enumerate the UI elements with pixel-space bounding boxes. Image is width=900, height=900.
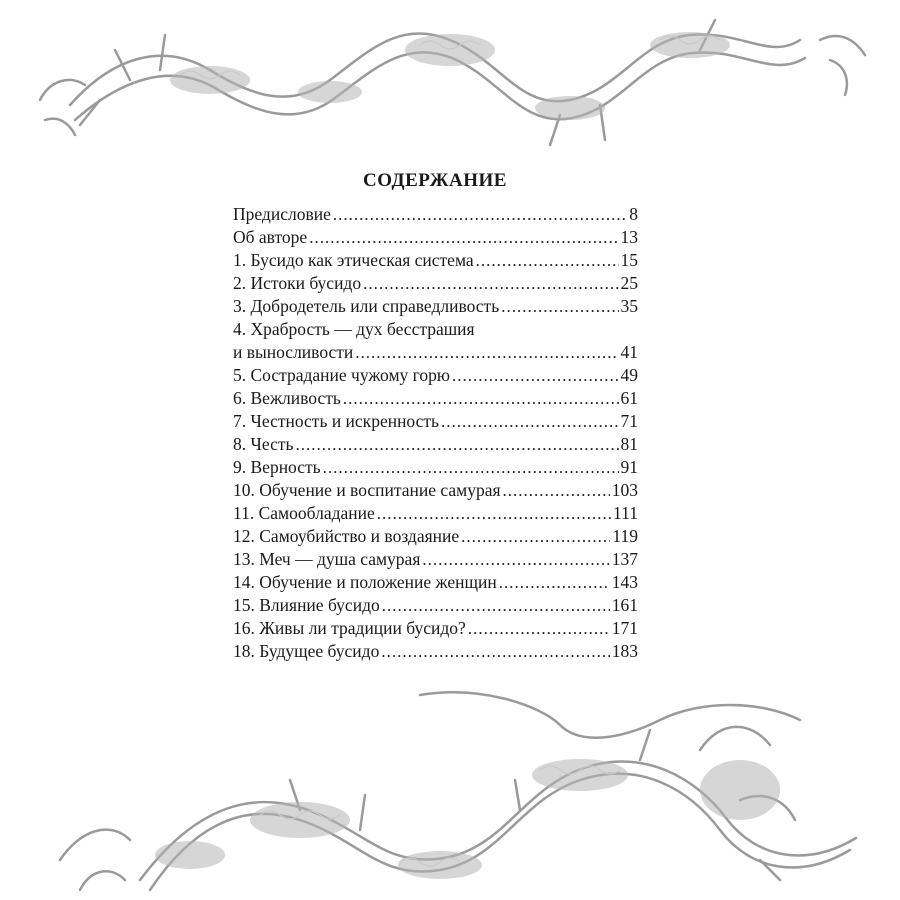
toc-entry [233, 617, 638, 640]
toc-entry [233, 548, 638, 571]
toc-entry-title: 11. Самообладание [233, 503, 375, 523]
bottom-dragon-ornament [0, 680, 900, 900]
toc-entry-title: 1. Бусидо как этическая система [233, 250, 474, 270]
toc-entry [233, 571, 638, 594]
toc-entry [233, 387, 638, 410]
toc-entry-page: 161 [611, 595, 638, 615]
top-dragon-ornament [0, 0, 900, 160]
toc-entry-title: 6. Вежливость [233, 388, 341, 408]
toc-entry-page: 8 [629, 204, 638, 224]
dragon-ornament-icon [0, 0, 900, 160]
toc-entry [233, 479, 638, 502]
toc-entry-page: 35 [620, 296, 638, 316]
toc-entry-title: 15. Влияние бусидо [233, 595, 380, 615]
toc-entry-title: Об авторе [233, 227, 308, 247]
toc-entry [233, 272, 638, 295]
toc-entry-title: 13. Меч — душа самурая [233, 549, 421, 569]
toc-leader-dots [422, 548, 609, 571]
toc-entry-title: 7. Честность и искренность [233, 411, 440, 431]
toc-entry [233, 525, 638, 548]
toc-leader-dots [381, 640, 609, 663]
toc-entry-title: 10. Обучение и воспитание самурая [233, 480, 501, 500]
toc-entry [233, 203, 638, 226]
toc-entry [233, 594, 638, 617]
toc-leader-dots [468, 617, 610, 640]
toc-entry-title: 18. Будущее бусидо [233, 641, 380, 661]
toc-entry [233, 640, 638, 663]
toc-entry-page: 81 [620, 434, 638, 454]
toc-leader-dots [461, 525, 610, 548]
toc-entry-page: 143 [611, 572, 638, 592]
toc-entry-page: 71 [620, 411, 638, 431]
toc-entry [233, 433, 638, 456]
toc-leader-dots [363, 272, 618, 295]
toc-entry-page: 15 [620, 250, 638, 270]
toc-entry-title: 8. Честь [233, 434, 294, 454]
toc-entry [233, 318, 638, 341]
toc-entry-title: 3. Добродетель или справедливость [233, 296, 500, 316]
toc-leader-dots [499, 571, 610, 594]
toc-leader-dots [343, 387, 619, 410]
toc-leader-dots [323, 456, 619, 479]
toc-leader-dots [382, 594, 610, 617]
toc-entry-page: 49 [620, 365, 638, 385]
toc-leader-dots [309, 226, 618, 249]
toc-leader-dots [503, 479, 610, 502]
toc-leader-dots [377, 502, 611, 525]
toc-leader-dots [295, 433, 618, 456]
toc-entry [233, 226, 638, 249]
toc-entry-page: 41 [620, 342, 638, 362]
toc-entry [233, 341, 638, 364]
toc-entry [233, 249, 638, 272]
toc-entry-page: 111 [613, 503, 638, 523]
toc-entry-page: 25 [620, 273, 638, 293]
toc-entry-title: 16. Живы ли традиции бусидо? [233, 618, 466, 638]
toc-entry-page: 13 [620, 227, 638, 247]
toc-entry-title: 12. Самоубийство и воздаяние [233, 526, 460, 546]
toc-entry [233, 410, 638, 433]
toc-entry-title: Предисловие [233, 204, 331, 224]
toc-entry-page: 171 [611, 618, 638, 638]
toc-entry-page: 91 [620, 457, 638, 477]
toc-entry [233, 295, 638, 318]
toc-entry-title: и выносливости [233, 342, 354, 362]
toc-entry [233, 456, 638, 479]
toc-entry-title: 2. Истоки бусидо [233, 273, 362, 293]
toc-entry-title: 5. Сострадание чужому горю [233, 365, 450, 385]
toc-leader-dots [476, 249, 619, 272]
toc-entry-page: 61 [620, 388, 638, 408]
toc-leader-dots [441, 410, 618, 433]
toc-leader-dots [452, 364, 619, 387]
toc-entry-page: 183 [611, 641, 638, 661]
toc-entry-title: 4. Храбрость — дух бесстрашия [233, 319, 475, 339]
toc-entry-title: 9. Верность [233, 457, 321, 477]
dragon-ornament-icon [0, 680, 900, 900]
toc-entry [233, 364, 638, 387]
toc-entry-title: 14. Обучение и положение женщин [233, 572, 497, 592]
toc-entry-page: 103 [611, 480, 638, 500]
toc-leader-dots [501, 295, 618, 318]
toc-entry-page: 119 [612, 526, 638, 546]
table-of-contents [233, 203, 638, 663]
toc-heading: СОДЕРЖАНИЕ [363, 170, 507, 191]
toc-leader-dots [355, 341, 618, 364]
toc-entry [233, 502, 638, 525]
toc-entry-page: 137 [611, 549, 638, 569]
toc-leader-dots [333, 203, 627, 226]
